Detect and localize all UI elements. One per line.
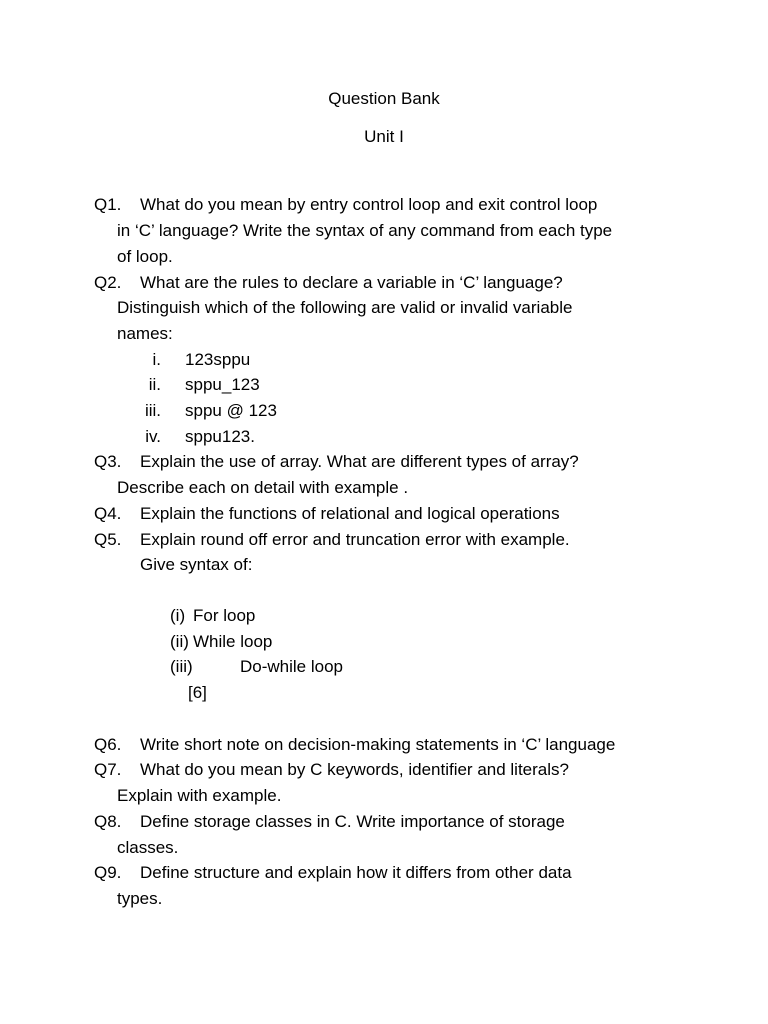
question-text: Explain the functions of relational and logical operations xyxy=(140,503,560,523)
question-line xyxy=(94,270,680,296)
list-item xyxy=(117,372,680,398)
question-line: names: xyxy=(117,323,173,343)
question-line: of loop. xyxy=(117,246,173,266)
question-text: Define structure and explain how it differs from other data xyxy=(140,863,572,883)
list-item-text: 123sppu xyxy=(185,349,251,369)
document-title: Question Bank xyxy=(328,89,440,108)
list-item xyxy=(170,603,680,629)
question-q2 xyxy=(94,270,680,347)
question-line: in ‘C’ language? Write the syntax of any command from each type xyxy=(117,221,613,241)
list-item-marker: i. xyxy=(152,349,161,369)
question-label: Q2. xyxy=(94,272,122,292)
list-item-text: sppu @ 123 xyxy=(185,401,277,421)
question-q9 xyxy=(94,860,680,911)
question-line xyxy=(94,192,680,218)
list-item-text: While loop xyxy=(193,631,273,651)
question-label: Q3. xyxy=(94,452,122,472)
question-line xyxy=(94,757,680,783)
document-subtitle: Unit I xyxy=(364,126,404,146)
list-item-marker: iv. xyxy=(145,426,161,446)
list-item-marker: iii. xyxy=(144,401,161,421)
list-item-text: sppu123. xyxy=(185,426,255,446)
list-item-marker: (i) xyxy=(170,605,186,625)
question-q6 xyxy=(94,732,680,758)
question-label: Q8. xyxy=(94,811,122,831)
list-item xyxy=(170,629,680,655)
list-item-text: For loop xyxy=(193,605,256,625)
question-q5 xyxy=(94,527,680,578)
list-item-marker: ii. xyxy=(148,375,161,395)
question-label: Q7. xyxy=(94,760,122,780)
question-line: types. xyxy=(117,888,163,908)
question-line: Explain with example. xyxy=(117,786,282,806)
variable-name-list xyxy=(94,347,680,450)
question-text: What do you mean by C keywords, identifier and literals? xyxy=(140,760,569,780)
question-text: Define storage classes in C. Write importance of storage xyxy=(140,811,565,831)
marks-label: [6] xyxy=(188,683,207,703)
question-text: What do you mean by entry control loop and exit control loop xyxy=(140,195,598,215)
question-label: Q5. xyxy=(94,529,122,549)
question-list xyxy=(0,192,768,911)
question-q8 xyxy=(94,809,680,860)
question-line xyxy=(94,732,680,758)
question-text: What are the rules to declare a variable in ‘C’ language? xyxy=(140,272,563,292)
question-line xyxy=(94,449,680,475)
list-item-marker: (ii) xyxy=(170,631,189,651)
question-q7 xyxy=(94,757,680,808)
question-line: Distinguish which of the following are valid or invalid variable xyxy=(117,298,573,318)
list-item xyxy=(117,424,680,450)
question-line xyxy=(94,809,680,835)
list-item xyxy=(170,654,680,680)
list-item-marker: (iii) xyxy=(170,657,193,677)
question-line: classes. xyxy=(117,837,179,857)
question-line xyxy=(94,501,680,527)
question-label: Q6. xyxy=(94,734,122,754)
list-item xyxy=(117,347,680,373)
question-text: Write short note on decision-making statements in ‘C’ language xyxy=(140,734,616,754)
question-text: Explain round off error and truncation error with example. xyxy=(140,529,570,549)
list-item xyxy=(117,398,680,424)
question-label: Q4. xyxy=(94,503,122,523)
question-line: Describe each on detail with example . xyxy=(117,478,409,498)
question-line: Give syntax of: xyxy=(140,555,253,575)
list-item-text: sppu_123 xyxy=(185,375,260,395)
question-q1 xyxy=(94,192,680,269)
question-text: Explain the use of array. What are different types of array? xyxy=(140,452,579,472)
title-block xyxy=(0,0,768,149)
list-item-text: Do-while loop xyxy=(240,657,343,677)
question-q4 xyxy=(94,501,680,527)
question-label: Q1. xyxy=(94,195,122,215)
question-line xyxy=(94,860,680,886)
question-line xyxy=(94,527,680,553)
syntax-list xyxy=(94,603,680,706)
question-label: Q9. xyxy=(94,863,122,883)
question-q3 xyxy=(94,449,680,500)
